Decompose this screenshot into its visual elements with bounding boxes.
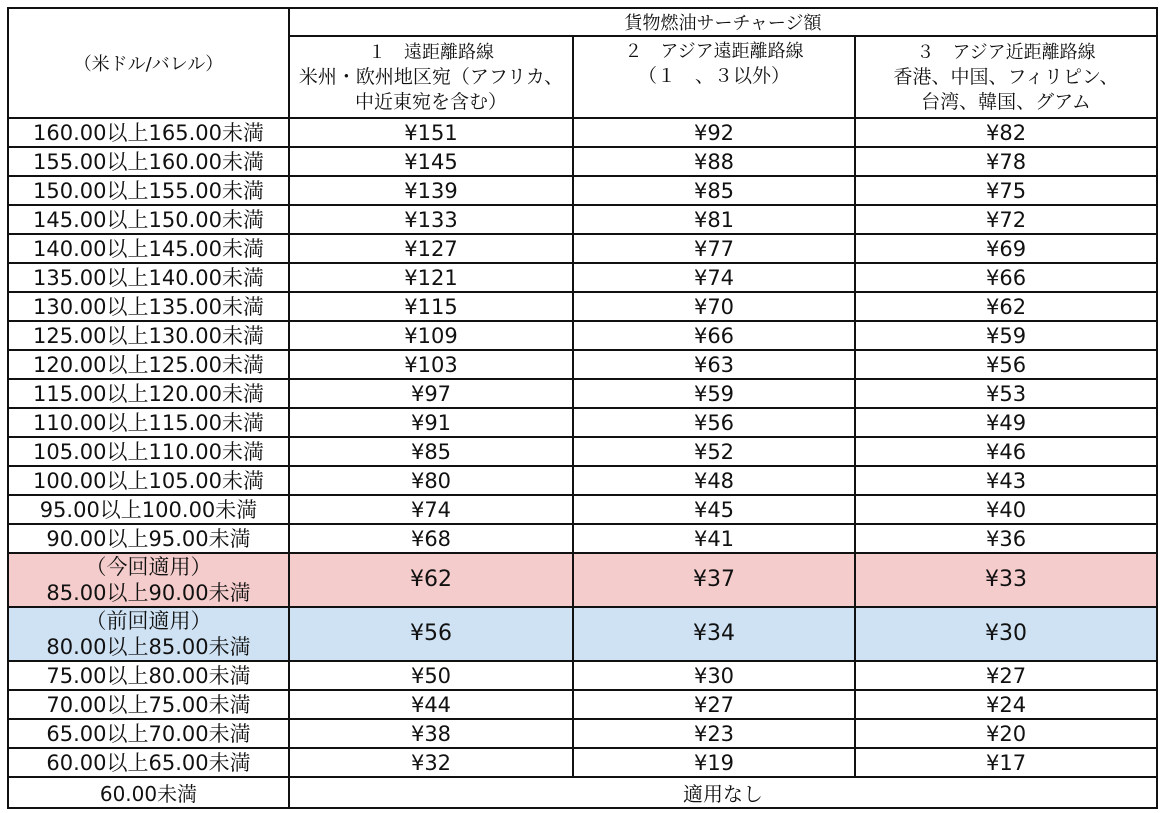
surcharge-rows	[8, 118, 1157, 777]
surcharge-value-route-1: ¥127	[289, 234, 573, 263]
surcharge-value-route-2: ¥23	[573, 719, 855, 748]
footer-note-cell: 適用なし	[289, 777, 1157, 808]
price-range-cell: 60.00以上65.00未満	[8, 748, 289, 777]
price-range-cell: 145.00以上150.00未満	[8, 205, 289, 234]
surcharge-value-route-2: ¥81	[573, 205, 855, 234]
surcharge-value-route-3: ¥20	[855, 719, 1157, 748]
price-range-cell: 155.00以上160.00未満	[8, 147, 289, 176]
table-row	[8, 748, 1157, 777]
surcharge-value-route-2: ¥27	[573, 690, 855, 719]
surcharge-value-route-2: ¥92	[573, 118, 855, 147]
column-header-line: 台湾、韓国、グアム	[921, 90, 1091, 113]
surcharge-value-route-2: ¥45	[573, 495, 855, 524]
surcharge-value-route-2: ¥77	[573, 234, 855, 263]
surcharge-value-route-2: ¥30	[573, 661, 855, 690]
surcharge-value-route-2: ¥52	[573, 437, 855, 466]
table-row	[8, 292, 1157, 321]
price-range-cell: 115.00以上120.00未満	[8, 379, 289, 408]
surcharge-value-route-2: ¥48	[573, 466, 855, 495]
price-range-cell	[8, 553, 289, 607]
price-range-label: 85.00以上90.00未満	[46, 581, 251, 605]
surcharge-value-route-3: ¥72	[855, 205, 1157, 234]
table-row	[8, 147, 1157, 176]
surcharge-value-route-2: ¥88	[573, 147, 855, 176]
table-footer-row	[8, 777, 1157, 808]
surcharge-value-route-1: ¥32	[289, 748, 573, 777]
price-range-cell: 140.00以上145.00未満	[8, 234, 289, 263]
table-row	[8, 437, 1157, 466]
surcharge-value-route-3: ¥40	[855, 495, 1157, 524]
surcharge-value-route-1: ¥139	[289, 176, 573, 205]
surcharge-value-route-2: ¥34	[573, 607, 855, 661]
column-header-line: 米州・欧州地区宛（アフリカ、	[298, 65, 564, 88]
price-range-cell: 150.00以上155.00未満	[8, 176, 289, 205]
table-row	[8, 495, 1157, 524]
price-range-cell: 75.00以上80.00未満	[8, 661, 289, 690]
table-row	[8, 661, 1157, 690]
surcharge-value-route-3: ¥56	[855, 350, 1157, 379]
column-header-line: ３ アジア近距離路線	[916, 41, 1096, 63]
surcharge-value-route-3: ¥66	[855, 263, 1157, 292]
table-row	[8, 176, 1157, 205]
applied-note: （今回適用）	[85, 555, 212, 579]
price-range-cell: 135.00以上140.00未満	[8, 263, 289, 292]
price-range-cell	[8, 607, 289, 661]
table-row	[8, 690, 1157, 719]
applied-note: （前回適用）	[85, 609, 212, 633]
table-row	[8, 234, 1157, 263]
surcharge-value-route-1: ¥44	[289, 690, 573, 719]
surcharge-value-route-3: ¥69	[855, 234, 1157, 263]
table-row	[8, 553, 1157, 607]
surcharge-value-route-3: ¥46	[855, 437, 1157, 466]
surcharge-value-route-1: ¥109	[289, 321, 573, 350]
table-row	[8, 379, 1157, 408]
surcharge-value-route-3: ¥53	[855, 379, 1157, 408]
surcharge-value-route-1: ¥68	[289, 524, 573, 553]
surcharge-value-route-3: ¥62	[855, 292, 1157, 321]
surcharge-value-route-3: ¥24	[855, 690, 1157, 719]
column-header-line: １ 遠距離路線	[368, 41, 494, 63]
table-row	[8, 350, 1157, 379]
footer-range-cell: 60.00未満	[8, 777, 289, 808]
column-header-asia-long	[573, 36, 855, 118]
surcharge-value-route-1: ¥145	[289, 147, 573, 176]
surcharge-value-route-3: ¥75	[855, 176, 1157, 205]
surcharge-group-header: 貨物燃油サーチャージ額	[289, 8, 1157, 36]
price-range-cell: 110.00以上115.00未満	[8, 408, 289, 437]
table-row	[8, 719, 1157, 748]
surcharge-value-route-3: ¥33	[855, 553, 1157, 607]
unit-label-cell: （米ドル/バレル）	[8, 8, 289, 118]
price-range-cell: 160.00以上165.00未満	[8, 118, 289, 147]
table-row	[8, 466, 1157, 495]
column-header-line: 中近東宛を含む）	[354, 90, 507, 113]
surcharge-value-route-2: ¥41	[573, 524, 855, 553]
surcharge-value-route-2: ¥63	[573, 350, 855, 379]
table-row	[8, 118, 1157, 147]
price-range-cell: 90.00以上95.00未満	[8, 524, 289, 553]
surcharge-value-route-1: ¥50	[289, 661, 573, 690]
price-range-cell: 65.00以上70.00未満	[8, 719, 289, 748]
column-header-long-haul	[289, 36, 573, 118]
surcharge-table	[7, 7, 1158, 809]
surcharge-value-route-1: ¥38	[289, 719, 573, 748]
surcharge-value-route-3: ¥30	[855, 607, 1157, 661]
table-row	[8, 263, 1157, 292]
price-range-cell: 105.00以上110.00未満	[8, 437, 289, 466]
surcharge-value-route-2: ¥56	[573, 408, 855, 437]
table-row	[8, 607, 1157, 661]
surcharge-value-route-1: ¥85	[289, 437, 573, 466]
price-range-cell: 100.00以上105.00未満	[8, 466, 289, 495]
surcharge-value-route-1: ¥115	[289, 292, 573, 321]
surcharge-value-route-1: ¥151	[289, 118, 573, 147]
surcharge-value-route-2: ¥19	[573, 748, 855, 777]
surcharge-value-route-3: ¥27	[855, 661, 1157, 690]
surcharge-value-route-1: ¥97	[289, 379, 573, 408]
column-header-asia-short	[855, 36, 1157, 118]
table-row	[8, 408, 1157, 437]
price-range-cell: 95.00以上100.00未満	[8, 495, 289, 524]
surcharge-value-route-1: ¥133	[289, 205, 573, 234]
surcharge-value-route-2: ¥66	[573, 321, 855, 350]
price-range-cell: 70.00以上75.00未満	[8, 690, 289, 719]
price-range-cell: 125.00以上130.00未満	[8, 321, 289, 350]
surcharge-value-route-3: ¥78	[855, 147, 1157, 176]
price-range-cell: 130.00以上135.00未満	[8, 292, 289, 321]
surcharge-value-route-3: ¥82	[855, 118, 1157, 147]
column-header-line: （１ 、３以外）	[637, 65, 790, 87]
surcharge-value-route-1: ¥74	[289, 495, 573, 524]
surcharge-value-route-2: ¥85	[573, 176, 855, 205]
price-range-cell: 120.00以上125.00未満	[8, 350, 289, 379]
surcharge-value-route-1: ¥121	[289, 263, 573, 292]
surcharge-value-route-1: ¥91	[289, 408, 573, 437]
table-row	[8, 321, 1157, 350]
surcharge-value-route-1: ¥103	[289, 350, 573, 379]
table-row	[8, 205, 1157, 234]
surcharge-value-route-2: ¥37	[573, 553, 855, 607]
surcharge-value-route-1: ¥62	[289, 553, 573, 607]
column-header-line: ２ アジア遠距離路線	[624, 41, 804, 62]
surcharge-value-route-2: ¥59	[573, 379, 855, 408]
surcharge-value-route-3: ¥59	[855, 321, 1157, 350]
price-range-label: 80.00以上85.00未満	[46, 635, 251, 659]
surcharge-value-route-3: ¥17	[855, 748, 1157, 777]
surcharge-value-route-2: ¥74	[573, 263, 855, 292]
column-header-line: 香港、中国、フィリピン、	[893, 65, 1119, 88]
surcharge-value-route-1: ¥56	[289, 607, 573, 661]
surcharge-value-route-3: ¥36	[855, 524, 1157, 553]
surcharge-value-route-3: ¥49	[855, 408, 1157, 437]
surcharge-value-route-2: ¥70	[573, 292, 855, 321]
surcharge-value-route-3: ¥43	[855, 466, 1157, 495]
table-row	[8, 524, 1157, 553]
surcharge-value-route-1: ¥80	[289, 466, 573, 495]
